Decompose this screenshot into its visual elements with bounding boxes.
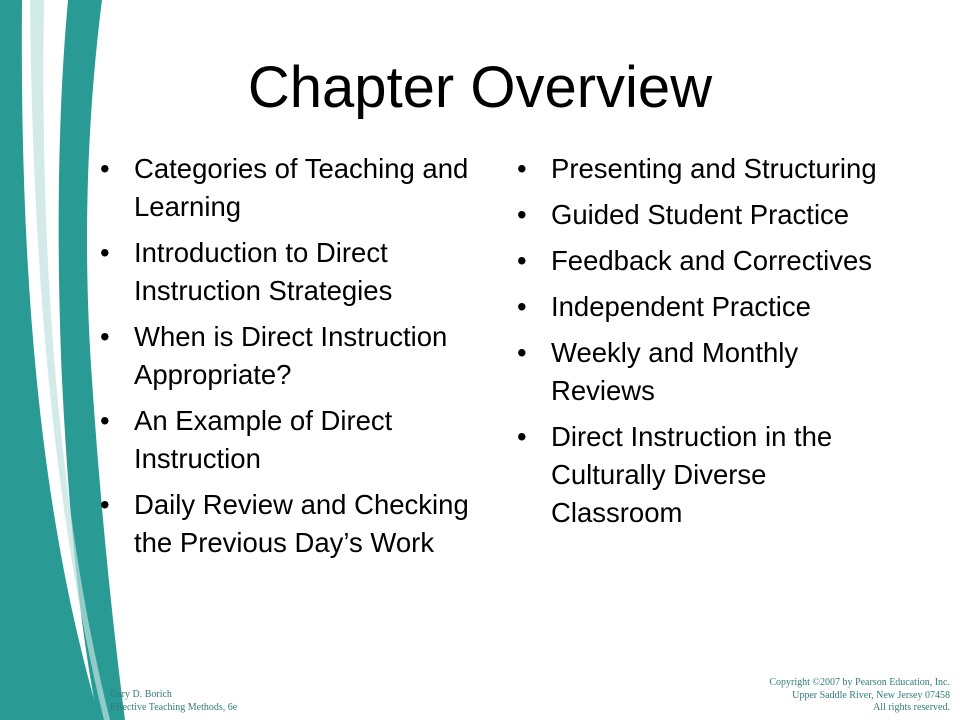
list-item — [517, 334, 897, 410]
right-bullet-list — [517, 150, 897, 540]
bullet-icon: • — [100, 237, 110, 268]
list-item — [100, 402, 480, 478]
list-item — [100, 234, 480, 310]
bullet-icon: • — [517, 199, 527, 230]
bullet-icon: • — [100, 153, 110, 184]
footer-book-title: Effective Teaching Methods, 6e — [110, 702, 238, 713]
footer-author-credit — [110, 688, 237, 714]
bullet-icon: • — [517, 291, 527, 322]
footer-copyright — [769, 677, 950, 715]
list-item-text: Feedback and Correctives — [551, 245, 872, 276]
footer-author: Gary D. Borich — [110, 689, 172, 700]
list-item-text: Categories of Teaching and Learning — [134, 153, 469, 222]
list-item — [517, 288, 897, 326]
list-item-text: Weekly and Monthly Reviews — [551, 337, 799, 406]
bullet-icon: • — [517, 245, 527, 276]
list-item-text: An Example of Direct Instruction — [134, 405, 393, 474]
footer-rights: All rights reserved. — [873, 702, 950, 713]
bullet-icon: • — [517, 421, 527, 452]
list-item — [100, 150, 480, 226]
list-item — [100, 486, 480, 562]
bullet-icon: • — [517, 337, 527, 368]
list-item-text: Guided Student Practice — [551, 199, 850, 230]
list-item — [517, 150, 897, 188]
bullet-icon: • — [517, 153, 527, 184]
list-item — [517, 418, 897, 532]
left-bullet-list — [100, 150, 480, 570]
list-item — [517, 196, 897, 234]
list-item-text: When is Direct Instruction Appropriate? — [134, 321, 448, 390]
bullet-icon: • — [100, 321, 110, 352]
list-item — [517, 242, 897, 280]
bullet-icon: • — [100, 489, 110, 520]
list-item-text: Independent Practice — [551, 291, 811, 322]
list-item — [100, 318, 480, 394]
slide-title: Chapter Overview — [247, 55, 713, 120]
footer-copyright-line: Copyright ©2007 by Pearson Education, Inc. — [769, 677, 950, 688]
list-item-text: Introduction to Direct Instruction Strategies — [134, 237, 393, 306]
list-item-text: Direct Instruction in the Culturally Diverse Classroom — [551, 421, 833, 528]
list-item-text: Daily Review and Checking the Previous Day’s Work — [134, 489, 469, 558]
bullet-icon: • — [100, 405, 110, 436]
footer-address: Upper Saddle River, New Jersey 07458 — [792, 689, 950, 701]
list-item-text: Presenting and Structuring — [551, 153, 877, 184]
